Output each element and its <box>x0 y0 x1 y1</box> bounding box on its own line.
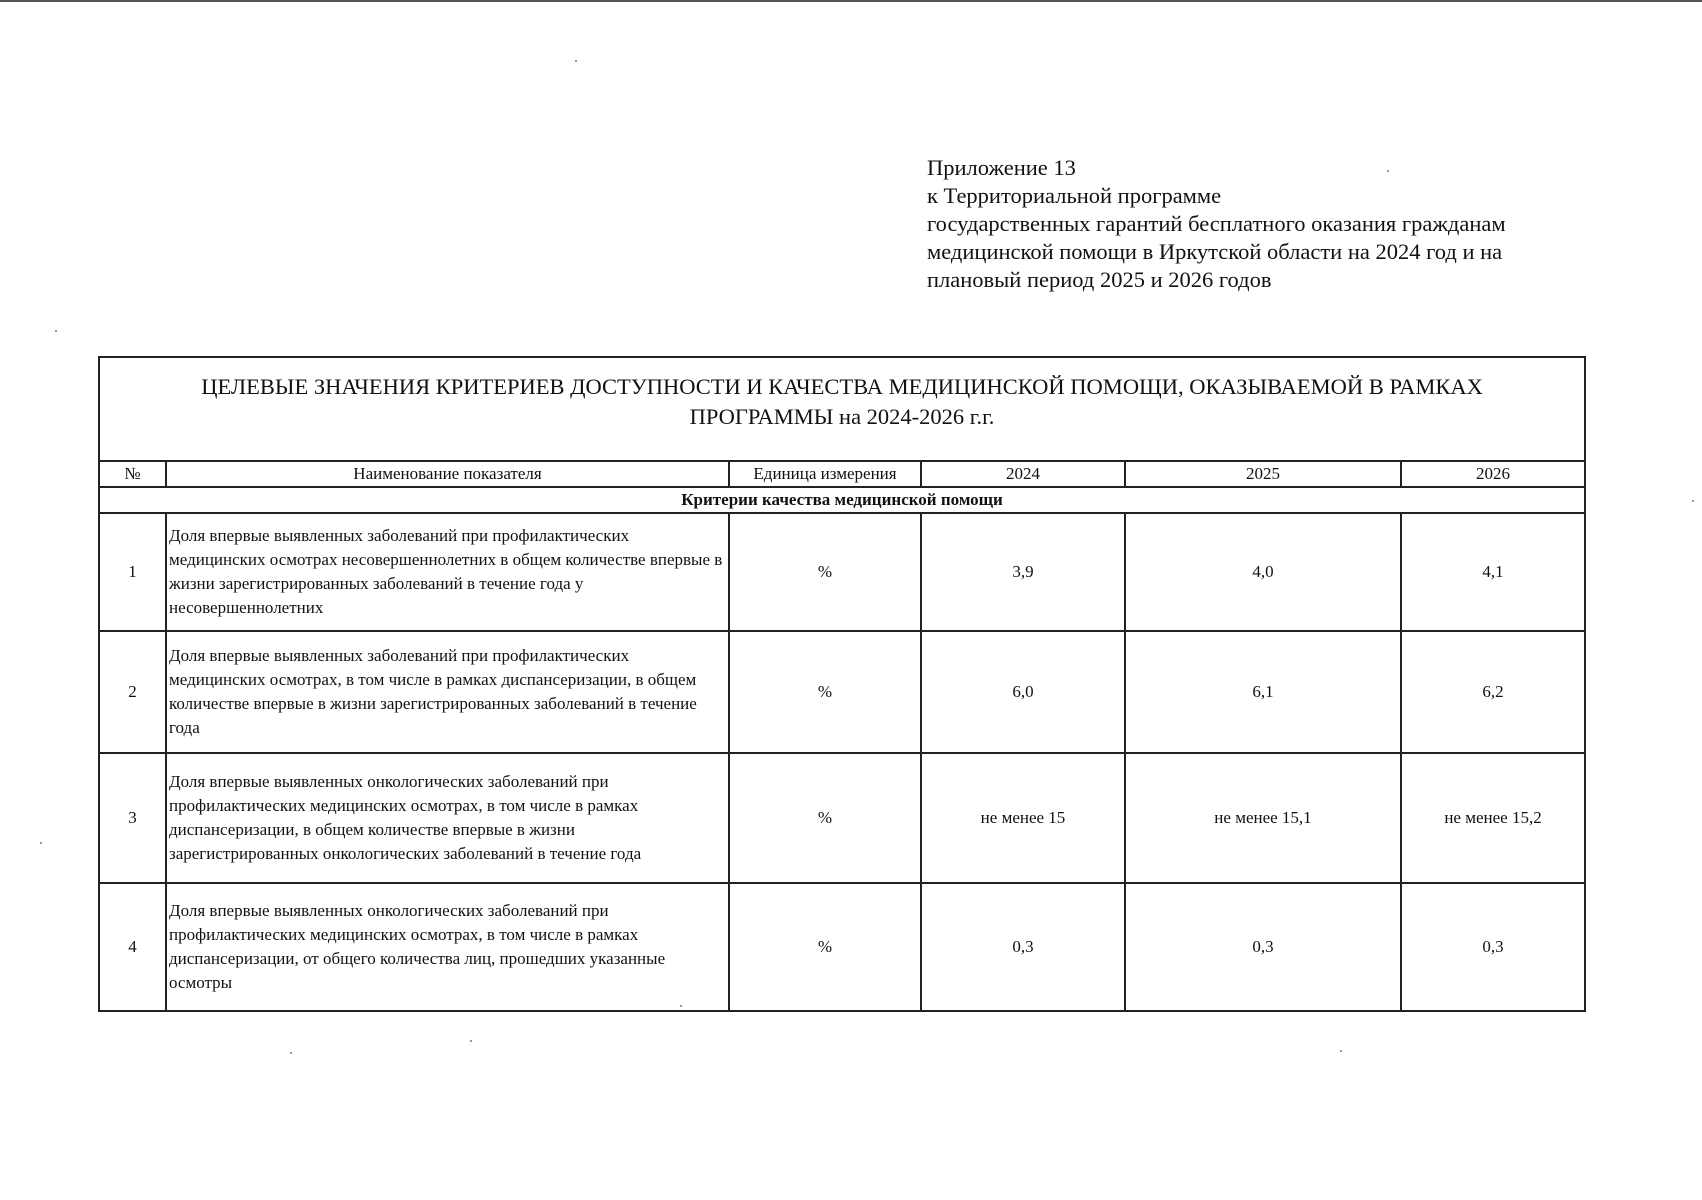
row-num: 2 <box>99 631 166 753</box>
appendix-line: государственных гарантий бесплатного оказания гражданам <box>927 211 1506 236</box>
table-row <box>99 753 1585 883</box>
row-value-2026: не менее 15,2 <box>1401 753 1585 883</box>
table-title <box>99 357 1585 461</box>
table-row <box>99 513 1585 631</box>
row-unit: % <box>729 753 921 883</box>
row-unit: % <box>729 513 921 631</box>
row-value-2025: не менее 15,1 <box>1125 753 1401 883</box>
scan-speck <box>55 330 57 332</box>
scan-speck <box>680 1005 682 1007</box>
scan-speck <box>1340 1050 1342 1052</box>
scan-speck <box>290 1052 292 1054</box>
row-indicator-name: Доля впервые выявленных онкологических заболеваний при профилактических медицинских осмотрах, в том числе в рамках диспансеризации, в общем количестве впервые в жизни зарегистрированных онкологических заболеваний в течение года <box>166 753 729 883</box>
row-value-2026: 0,3 <box>1401 883 1585 1011</box>
table-header-row <box>99 461 1585 487</box>
appendix-header <box>927 154 1627 294</box>
section-row <box>99 487 1585 513</box>
row-unit: % <box>729 631 921 753</box>
row-value-2024: 6,0 <box>921 631 1125 753</box>
row-indicator-name: Доля впервые выявленных заболеваний при профилактических медицинских осмотрах, в том числе в рамках диспансеризации, в общем количестве впервые в жизни зарегистрированных заболеваний в течение года <box>166 631 729 753</box>
scan-speck <box>40 842 42 844</box>
row-num: 3 <box>99 753 166 883</box>
header-2026: 2026 <box>1401 461 1585 487</box>
header-unit: Единица измерения <box>729 461 921 487</box>
appendix-line: Приложение 13 <box>927 155 1076 180</box>
table-row <box>99 883 1585 1011</box>
row-value-2024: не менее 15 <box>921 753 1125 883</box>
row-unit: % <box>729 883 921 1011</box>
row-value-2024: 0,3 <box>921 883 1125 1011</box>
header-name: Наименование показателя <box>166 461 729 487</box>
header-2025: 2025 <box>1125 461 1401 487</box>
row-value-2025: 0,3 <box>1125 883 1401 1011</box>
table-row <box>99 631 1585 753</box>
row-num: 4 <box>99 883 166 1011</box>
row-num: 1 <box>99 513 166 631</box>
row-indicator-name: Доля впервые выявленных заболеваний при профилактических медицинских осмотрах несовершеннолетних в общем количестве впервые в жизни зарегистрированных заболеваний в течение года у несовершеннолетних <box>166 513 729 631</box>
table-title-line-1: ЦЕЛЕВЫЕ ЗНАЧЕНИЯ КРИТЕРИЕВ ДОСТУПНОСТИ И КАЧЕСТВА МЕДИЦИНСКОЙ ПОМОЩИ, ОКАЗЫВАЕМОЙ В РАМКАХ <box>201 374 1483 399</box>
row-value-2024: 3,9 <box>921 513 1125 631</box>
appendix-line: плановый период 2025 и 2026 годов <box>927 267 1272 292</box>
row-value-2025: 4,0 <box>1125 513 1401 631</box>
appendix-line: к Территориальной программе <box>927 183 1222 208</box>
row-value-2025: 6,1 <box>1125 631 1401 753</box>
row-value-2026: 6,2 <box>1401 631 1585 753</box>
scan-speck <box>575 60 577 62</box>
scan-speck <box>1692 500 1694 502</box>
header-2024: 2024 <box>921 461 1125 487</box>
criteria-table <box>98 356 1586 1012</box>
row-value-2026: 4,1 <box>1401 513 1585 631</box>
table-title-line-2: ПРОГРАММЫ на 2024-2026 г.г. <box>689 404 995 429</box>
section-title: Критерии качества медицинской помощи <box>99 487 1585 513</box>
row-indicator-name: Доля впервые выявленных онкологических заболеваний при профилактических медицинских осмотрах, в том числе в рамках диспансеризации, от общего количества лиц, прошедших указанные осмотры <box>166 883 729 1011</box>
scan-speck <box>1387 170 1389 172</box>
page-top-edge <box>0 0 1702 2</box>
header-num: № <box>99 461 166 487</box>
scan-speck <box>470 1040 472 1042</box>
appendix-line: медицинской помощи в Иркутской области на 2024 год и на <box>927 239 1503 264</box>
